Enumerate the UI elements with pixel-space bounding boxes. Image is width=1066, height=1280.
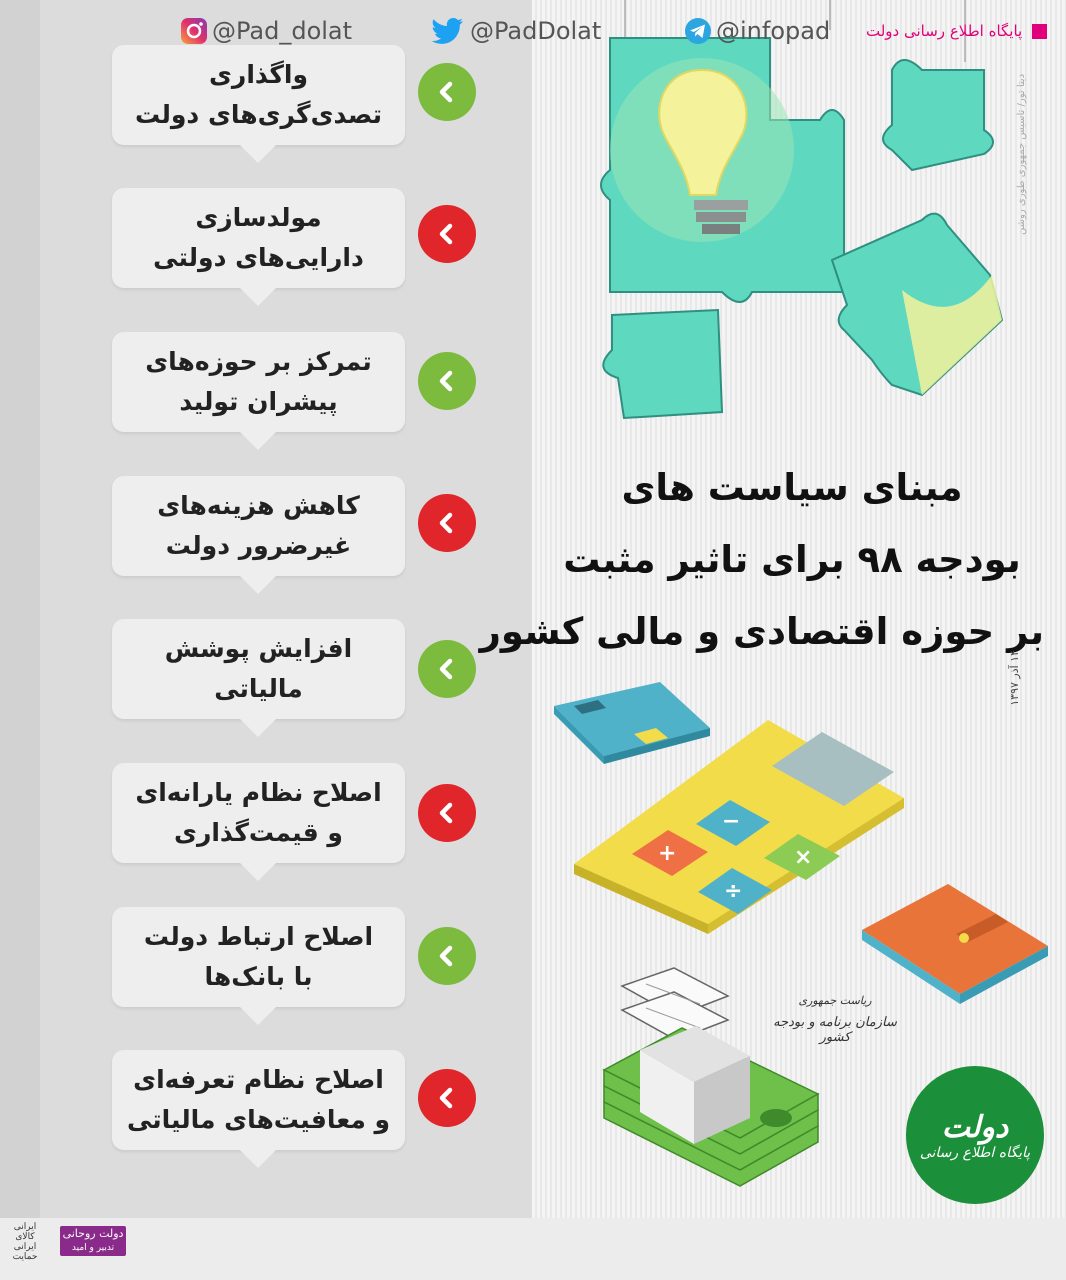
puzzle-lightbulb-icon: [592, 30, 1032, 430]
item-line: پیشران تولید: [179, 387, 338, 416]
telegram-handle: @infopad: [716, 17, 831, 45]
main-title: [479, 452, 1044, 668]
svg-text:÷: ÷: [724, 879, 743, 904]
dolat-badge: [60, 1226, 126, 1256]
svg-text:×: ×: [794, 845, 813, 870]
item-line: اصلاح ارتباط دولت: [143, 922, 374, 951]
chevron-left-icon: [418, 352, 476, 410]
badge-line: تدبیر و امید: [71, 1243, 115, 1253]
item-bubble-5: [112, 619, 405, 719]
item-bubble-1: [112, 45, 405, 145]
instagram-handle: @Pad_dolat: [212, 17, 353, 45]
instagram-icon: [180, 17, 208, 45]
item-line: مولدسازی: [195, 203, 322, 232]
chevron-left-icon: [418, 927, 476, 985]
item-line: و قیمت‌گذاری: [174, 818, 343, 847]
item-line: واگذاری: [209, 60, 308, 89]
item-line: اصلاح نظام تعرفه‌ای: [133, 1065, 384, 1094]
svg-text:+: +: [658, 841, 677, 866]
svg-text:−: −: [722, 809, 741, 834]
item-line: دارایی‌های دولتی: [153, 243, 364, 272]
item-line: و معافیت‌های مالیاتی: [126, 1105, 391, 1134]
logo-line: پایگاه اطلاع رسانی: [919, 1144, 1031, 1161]
pink-square-icon: [1032, 24, 1047, 39]
item-bubble-2: [112, 188, 405, 288]
twitter-handle: @PadDolat: [470, 17, 602, 45]
twitter-icon: [432, 17, 464, 45]
logo-line: دولت: [941, 1109, 1009, 1145]
item-line: مالیاتی: [214, 674, 303, 703]
title-line: مبنای سیاست های: [621, 466, 963, 509]
badge-line: دولت روحانی: [62, 1227, 124, 1240]
website-label[interactable]: [866, 14, 1047, 48]
chevron-left-icon: [418, 1069, 476, 1127]
money-stack-icon: [600, 1026, 822, 1194]
organization-signature: [770, 994, 900, 1045]
watermark-text: دیتا تور/ تاسیس جمهوری طوری روشن: [1016, 73, 1027, 235]
item-line: افزایش پوشش: [164, 634, 353, 663]
twitter-link[interactable]: [432, 14, 601, 48]
item-bubble-7: [112, 907, 405, 1007]
item-line: تمرکز بر حوزه‌های: [145, 347, 372, 376]
wallet-icon: [856, 880, 1052, 1006]
government-logo: [906, 1066, 1044, 1204]
chevron-left-icon: [418, 63, 476, 121]
chevron-left-icon: [418, 640, 476, 698]
org-line: سازمان برنامه و بودجه کشور: [773, 1015, 897, 1045]
chevron-left-icon: [418, 494, 476, 552]
iranian-goods-logo: ایرانی کالای ایرانی حمایت: [12, 1222, 38, 1262]
telegram-link[interactable]: [684, 14, 830, 48]
item-bubble-3: [112, 332, 405, 432]
item-line: غیرضرور دولت: [165, 531, 352, 560]
chevron-left-icon: [418, 784, 476, 842]
website-name: پایگاه اطلاع رسانی دولت: [866, 22, 1023, 40]
item-bubble-4: [112, 476, 405, 576]
item-bubble-6: [112, 763, 405, 863]
org-line: ریاست جمهوری: [798, 994, 872, 1007]
date-text: ۱۴ آذر ۱۳۹۷: [1008, 650, 1021, 706]
title-line: بودجه ۹۸ برای تاثیر مثبت: [563, 538, 1021, 581]
chevron-left-icon: [418, 205, 476, 263]
item-bubble-8: [112, 1050, 405, 1150]
telegram-icon: [684, 17, 712, 45]
item-line: کاهش هزینه‌های: [157, 491, 360, 520]
left-panel: [0, 0, 532, 1218]
decorative-strip: [0, 0, 40, 1218]
item-line: با بانک‌ها: [204, 962, 313, 991]
item-line: اصلاح نظام یارانه‌ای: [135, 778, 382, 807]
footer: [0, 1218, 1066, 1280]
item-line: تصدی‌گری‌های دولت: [135, 100, 382, 129]
title-line: بر حوزه اقتصادی و مالی کشور: [479, 610, 1044, 653]
instagram-link[interactable]: [180, 14, 352, 48]
